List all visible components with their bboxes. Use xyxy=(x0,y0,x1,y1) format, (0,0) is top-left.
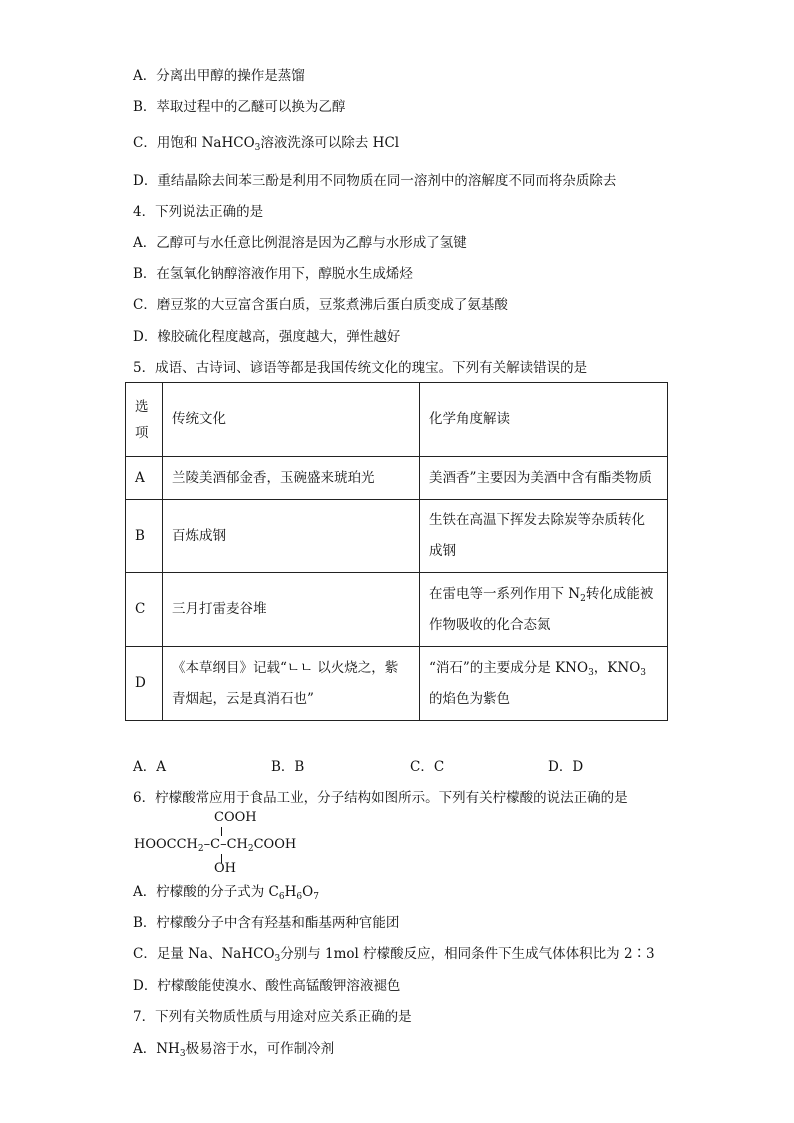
interp-text-mid: ，KNO xyxy=(593,659,641,676)
row-culture: 百炼成钢 xyxy=(163,500,420,573)
interp-text-end: 的焰色为紫色 xyxy=(429,690,510,707)
q6-c-sub: 3 xyxy=(274,954,281,964)
header-interpretation: 化学角度解读 xyxy=(420,383,668,457)
row-interpretation xyxy=(420,647,668,721)
struct-top-group: COOH xyxy=(214,810,257,825)
q7-a-text: A．NH xyxy=(133,1041,180,1057)
q6-a-sub3: 7 xyxy=(313,892,319,902)
q4-option-b: B．在氢氧化钠醇溶液作用下，醇脱水生成烯烃 xyxy=(133,266,413,282)
q6-option-d: D．柠檬酸能使溴水、酸性高锰酸钾溶液褪色 xyxy=(133,978,401,994)
q6-option-b: B．柠檬酸分子中含有羟基和酯基两种官能团 xyxy=(133,915,400,931)
q3-option-c-text-end: 溶液洗涤可以除去 HCl xyxy=(260,135,400,151)
q5-table xyxy=(125,382,668,721)
struct-center: –C–CH xyxy=(203,837,248,852)
row-culture: 三月打雷麦谷堆 xyxy=(163,573,420,647)
q5-option-b: B．B xyxy=(271,759,305,775)
q4-stem: 4．下列说法正确的是 xyxy=(133,204,264,220)
q6-a-text: A．柠檬酸的分子式为 C xyxy=(133,884,279,900)
struct-main-chain xyxy=(134,837,296,853)
row-option: A xyxy=(126,457,163,500)
interp-subscript-2: 3 xyxy=(640,667,646,678)
q3-option-b: B．萃取过程中的乙醚可以换为乙醇 xyxy=(133,99,346,115)
header-culture: 传统文化 xyxy=(163,383,420,457)
row-culture: 兰陵美酒郁金香，玉碗盛来琥珀光 xyxy=(163,457,420,500)
q6-a-o: O xyxy=(302,884,314,900)
interp-text-end: 转化成能被作物吸收的化合态氮 xyxy=(429,585,654,633)
q7-option-a xyxy=(133,1040,334,1058)
row-interpretation: 美酒香”主要因为美酒中含有酯类物质 xyxy=(420,457,668,500)
q5-option-d: D．D xyxy=(548,759,584,775)
table-row xyxy=(126,457,668,500)
struct-right-sub: 2 xyxy=(247,844,254,854)
interp-text: 在雷电等一系列作用下 N xyxy=(429,585,581,602)
table-row xyxy=(126,573,668,647)
q5-option-c: C．C xyxy=(410,759,445,775)
q3-option-a: A．分离出甲醇的操作是蒸馏 xyxy=(133,68,305,84)
q6-a-sub2: 6 xyxy=(296,892,303,902)
q7-a-text-end: 极易溶于水，可作制冷剂 xyxy=(185,1041,335,1057)
q6-a-h: H xyxy=(284,884,297,900)
table-row xyxy=(126,647,668,721)
row-option: D xyxy=(126,647,163,721)
q4-option-d: D．橡胶硫化程度越高，强度越大，弹性越好 xyxy=(133,329,401,345)
interp-text: “消石”的主要成分是 KNO xyxy=(429,659,589,676)
q7-stem: 7．下列有关物质性质与用途对应关系正确的是 xyxy=(133,1009,412,1025)
interp-subscript: 3 xyxy=(588,667,594,678)
row-interpretation: 生铁在高温下挥发去除炭等杂质转化成钢 xyxy=(420,500,668,573)
struct-left: HOOCCH xyxy=(134,837,198,852)
q6-c-text: C．足量 Na、NaHCO xyxy=(133,946,275,962)
q3-option-d: D．重结晶除去间苯三酚是利用不同物质在同一溶剂中的溶解度不同而将杂质除去 xyxy=(133,173,617,189)
q6-stem: 6．柠檬酸常应用于食品工业，分子结构如图所示。下列有关柠檬酸的说法正确的是 xyxy=(133,790,628,806)
row-interpretation xyxy=(420,573,668,647)
q7-a-sub: 3 xyxy=(179,1049,186,1059)
q5-option-a: A．A xyxy=(133,759,166,775)
struct-left-sub: 2 xyxy=(197,844,204,854)
q3-option-c-subscript: 3 xyxy=(254,143,261,153)
q6-a-sub1: 6 xyxy=(278,892,285,902)
table-header-row xyxy=(126,383,668,457)
q4-option-a: A．乙醇可与水任意比例混溶是因为乙醇与水形成了氢键 xyxy=(133,235,467,251)
q3-option-c xyxy=(133,134,399,152)
q6-option-a xyxy=(133,883,319,901)
interp-subscript: 2 xyxy=(580,593,586,604)
q3-option-c-text: C．用饱和 NaHCO xyxy=(133,135,255,151)
struct-right: COOH xyxy=(253,837,297,852)
row-culture: 《本草纲目》记载“ㄴㄴ 以火烧之，紫青烟起，云是真消石也” xyxy=(163,647,420,721)
q6-option-c xyxy=(133,945,655,963)
row-option: C xyxy=(126,573,163,647)
row-option: B xyxy=(126,500,163,573)
struct-bond-top xyxy=(221,827,222,836)
q5-stem: 5．成语、古诗词、谚语等都是我国传统文化的瑰宝。下列有关解读错误的是 xyxy=(133,360,588,376)
header-option: 选项 xyxy=(126,383,163,457)
q6-c-text-end: 分别与 1mol 柠檬酸反应，相同条件下生成气体体积比为 2∶3 xyxy=(280,946,655,962)
table-row xyxy=(126,500,668,573)
q4-option-c: C．磨豆浆的大豆富含蛋白质，豆浆煮沸后蛋白质变成了氨基酸 xyxy=(133,297,508,313)
struct-bottom-group: OH xyxy=(214,861,236,876)
